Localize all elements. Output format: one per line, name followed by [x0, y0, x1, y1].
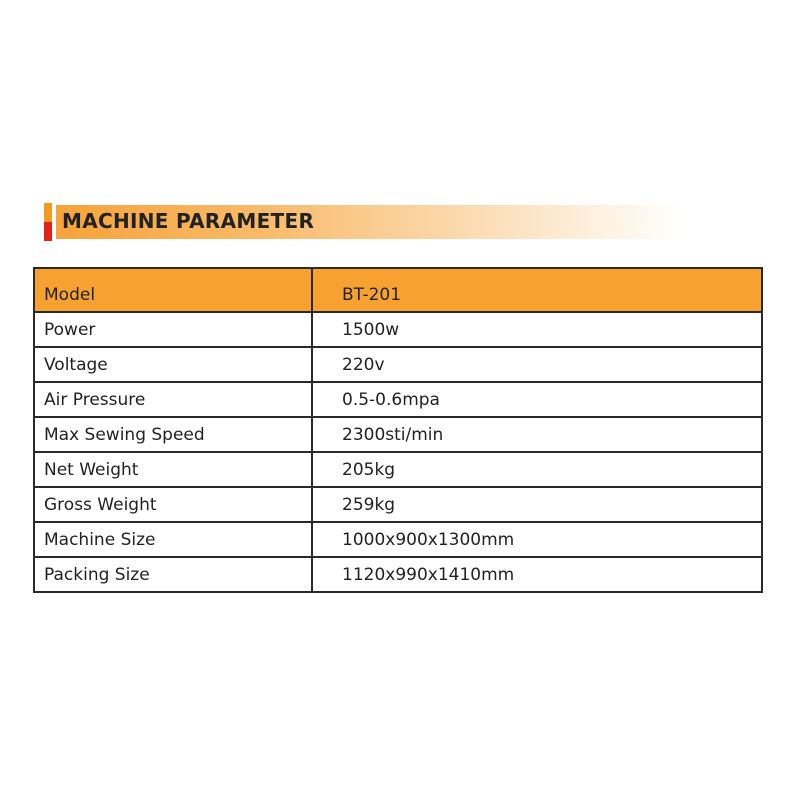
row-value: 1500w [312, 312, 762, 347]
row-label: Voltage [34, 347, 312, 382]
row-label: Packing Size [34, 557, 312, 592]
section-title: MACHINE PARAMETER [62, 209, 315, 233]
table-header-row [34, 268, 762, 312]
row-label: Machine Size [34, 522, 312, 557]
accent-bar [44, 203, 52, 241]
parameter-table [33, 267, 763, 593]
table-row [34, 557, 762, 592]
row-value: 259kg [312, 487, 762, 522]
section-header [44, 203, 684, 241]
row-value: 205kg [312, 452, 762, 487]
row-value: 1000x900x1300mm [312, 522, 762, 557]
row-label: Power [34, 312, 312, 347]
row-label: Net Weight [34, 452, 312, 487]
table-header-label: Model [34, 268, 312, 312]
row-label: Gross Weight [34, 487, 312, 522]
row-label: Air Pressure [34, 382, 312, 417]
table-row [34, 452, 762, 487]
table-row [34, 347, 762, 382]
table-row [34, 382, 762, 417]
row-value: 220v [312, 347, 762, 382]
table-row [34, 522, 762, 557]
row-value: 1120x990x1410mm [312, 557, 762, 592]
table-header-value: BT-201 [312, 268, 762, 312]
row-value: 0.5-0.6mpa [312, 382, 762, 417]
table-row [34, 417, 762, 452]
table-row [34, 312, 762, 347]
table-row [34, 487, 762, 522]
row-label: Max Sewing Speed [34, 417, 312, 452]
row-value: 2300sti/min [312, 417, 762, 452]
